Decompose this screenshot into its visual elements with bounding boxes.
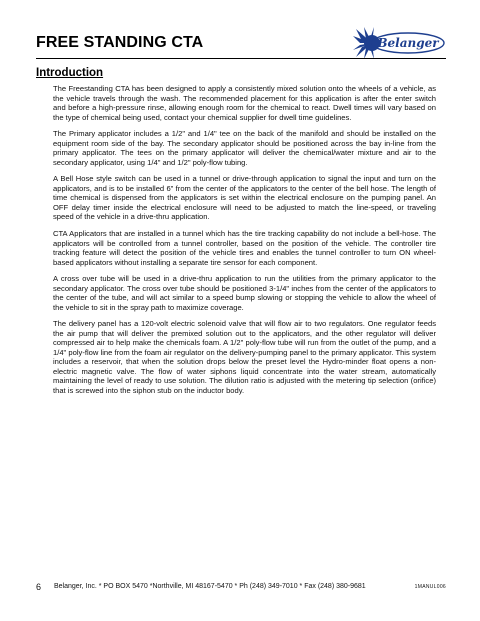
paragraph-delivery-panel: The delivery panel has a 120-volt electric solenoid valve that will flow air to two regulators. One regulator feeds the air pump that will deliver the premixed solution out to the applicators, and the other regulator will deliver compressed air to help make the chemicals foam. A 1/2" poly-flow tube will run from the outlet of the pump, and a 1/4" poly-flow line from the foam air regulator on the delivery-pumping panel to the primary applicator. This system includes a reservoir, that when the solution drops below the preset level the Hydro-minder float opens a non-electric magnetic valve. The flow of water siphons liquid concentrate into the water stream, automatically maintaining the level of ready to use solution. The dilution ratio is adjusted with the metering tip selection (orifice) that is screwed into the siphon stub on the inductor body. (53, 319, 436, 395)
footer-contact: Belanger, Inc. * PO BOX 5470 *Northville, MI 48167-5470 * Ph (248) 349-7010 * Fax (248) 380-9681 (54, 583, 366, 590)
section-heading: Introduction (36, 67, 104, 79)
document-title: FREE STANDING CTA (36, 34, 204, 51)
document-code: 1MANUL006 (414, 584, 446, 590)
paragraph-bell-hose-switch: A Bell Hose style switch can be used in a tunnel or drive-through application to signal the input and turn on the applicators, and is to be installed 6" from the center of the applicators to the center of the bell hose. The length of time chemical is dispensed from the applicators is set within the electrical enclosure on the pumping panel. An OFF delay timer inside the electrical enclosure will need to be adjusted to match the line-speed, or traveling speed of the vehicle in a drive-thru application. (53, 174, 436, 222)
belanger-logo (350, 26, 446, 60)
paragraph-overview: The Freestanding CTA has been designed to apply a consistently mixed solution onto the wheels of a vehicle, as the vehicle travels through the wash. The recommended placement for this application is after the enter switch and before a high-pressure rinse, allowing enough room for the chemical to react. Dwell times will vary based on the type of chemical being used, contact your chemical supplier for dwell time guidelines. (53, 84, 436, 122)
page-number: 6 (36, 582, 42, 592)
body-text (53, 84, 436, 403)
paragraph-primary-applicator: The Primary applicator includes a 1/2" and 1/4" tee on the back of the manifold and should be installed on the equipment room side of the bay. The secondary applicator should be positioned across the bay in-line from the primary applicator. The tees on the primary applicator will deliver the chemical/water mixture and air to the secondary applicator, using 1/4" and 1/2" poly-flow tubing. (53, 129, 436, 167)
paragraph-cross-over-tube: A cross over tube will be used in a drive-thru application to run the utilities from the primary applicator to the secondary applicator. The cross over tube should be positioned 3-1/4" inches from the center of the applicators to the center of the tube, and will act similar to a speed bump slowing or stopping the vehicle to allow the wheel of the vehicle to sit in the spray path to maximize coverage. (53, 274, 436, 312)
paragraph-tunnel-tracking: CTA Applicators that are installed in a tunnel which has the tire tracking capability do not include a bell-hose. The applicators will be controlled from a tunnel controller, based on the position of the vehicle. The controller tire tracking feature will detect the position of the vehicle tires and enables the tunnel controller to turn ON wheel-based applicators without installing a separate tire sensor for each component. (53, 229, 436, 267)
page-footer (36, 582, 446, 596)
sunburst-icon (353, 27, 380, 59)
logo-wordmark: Belanger (377, 36, 439, 50)
header-divider (36, 58, 446, 59)
